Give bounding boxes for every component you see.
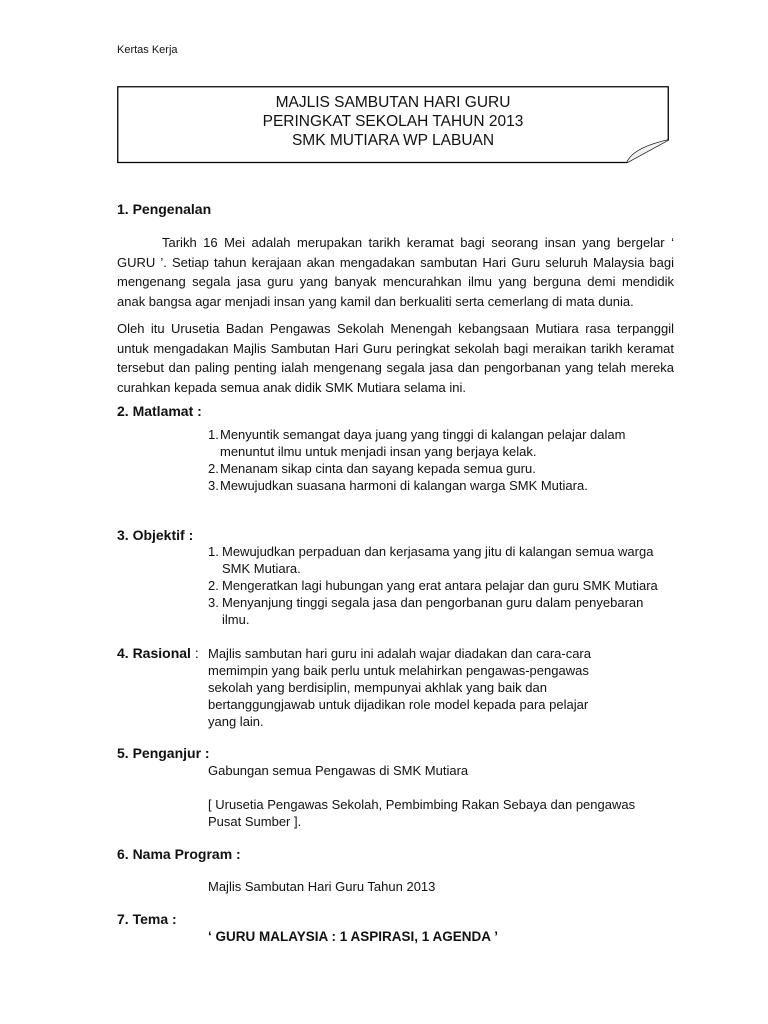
title-line-1: MAJLIS SAMBUTAN HARI GURU (275, 94, 511, 111)
list-item (208, 460, 633, 477)
rasional-text: Majlis sambutan hari guru ini adalah wajar diadakan dan cara-cara memimpin yang baik perlu untuk melahirkan pengawas-pengawas sekolah yang berdisiplin, mempunyai akhlak yang baik dan bertanggungjawab untuk dijadikan role model kepada para pelajar yang lain. (208, 646, 591, 729)
title-line-2: PERINGKAT SEKOLAH TAHUN 2013 (262, 113, 524, 130)
list-item-text: Menyuntik semangat daya juang yang tinggi di kalangan pelajar dalam menuntut ilmu untuk menjadi insan yang berjaya kelak. (220, 427, 626, 459)
document-header-label: Kertas Kerja (117, 44, 178, 56)
tema-value: ‘ GURU MALAYSIA : 1 ASPIRASI, 1 AGENDA ’ (208, 929, 499, 944)
section-heading-objektif: 3. Objektif : (117, 527, 194, 543)
rasional-heading-text: 4. Rasional (117, 645, 191, 661)
list-item (208, 577, 668, 594)
title-line-3: SMK MUTIARA WP LABUAN (291, 132, 495, 149)
list-item-text: Mewujudkan perpaduan dan kerjasama yang jitu di kalangan semua warga SMK Mutiara. (222, 544, 654, 576)
penganjur-line-2: [ Urusetia Pengawas Sekolah, Pembimbing Rakan Sebaya dan pengawas Pusat Sumber ]. (208, 797, 636, 829)
section-heading-tema: 7. Tema : (117, 911, 177, 927)
list-item (208, 594, 668, 628)
objektif-list (208, 543, 668, 628)
matlamat-list (208, 426, 633, 494)
list-item-text: Mengeratkan lagi hubungan yang erat antara pelajar dan guru SMK Mutiara (222, 578, 658, 593)
document-title (117, 93, 669, 150)
pengenalan-paragraph-2: Oleh itu Urusetia Badan Pengawas Sekolah Menengah kebangsaan Mutiara rasa terpanggil untuk mengadakan Majlis Sambutan Hari Guru peringkat sekolah bagi meraikan tarikh keramat tersebut dan paling penting ialah mengenang segala jasa dan pengorbanan yang telah mereka curahkan kepada semua anak didik SMK Mutiara selama ini. (117, 321, 674, 395)
list-item-number: 3. (208, 478, 219, 493)
penganjur-line-1: Gabungan semua Pengawas di SMK Mutiara (208, 763, 469, 778)
list-item-number: 1. (208, 544, 219, 559)
list-item (208, 477, 633, 494)
section-heading-penganjur: 5. Penganjur : (117, 745, 210, 761)
section-heading-nama-program: 6. Nama Program : (117, 846, 241, 862)
rasional-heading-colon: : (194, 645, 199, 661)
list-item (208, 543, 668, 577)
section-heading-rasional (117, 645, 199, 661)
list-item-text: Mewujudkan suasana harmoni di kalangan warga SMK Mutiara. (220, 478, 588, 493)
list-item-text: Menanam sikap cinta dan sayang kepada semua guru. (220, 461, 536, 476)
list-item-number: 1. (208, 427, 219, 442)
section-heading-matlamat: 2. Matlamat : (117, 403, 202, 419)
list-item-number: 2. (208, 461, 219, 476)
title-box (117, 86, 669, 162)
list-item (208, 426, 633, 460)
list-item-number: 3. (208, 595, 219, 610)
nama-program-value: Majlis Sambutan Hari Guru Tahun 2013 (208, 879, 436, 894)
pengenalan-paragraph-1: Tarikh 16 Mei adalah merupakan tarikh keramat bagi seorang insan yang bergelar ‘ GURU ’. Setiap tahun kerajaan akan mengadakan sambutan Hari Guru seluruh Malaysia bagi mengenang segala jasa guru yang banyak mencurahkan ilmu yang berguna demi mendidik anak bangsa agar menjadi insan yang kamil dan berkualiti serta cemerlang di mata dunia. (117, 235, 674, 309)
list-item-number: 2. (208, 578, 219, 593)
list-item-text: Menyanjung tinggi segala jasa dan pengorbanan guru dalam penyebaran ilmu. (222, 595, 644, 627)
section-heading-pengenalan: 1. Pengenalan (117, 201, 212, 217)
